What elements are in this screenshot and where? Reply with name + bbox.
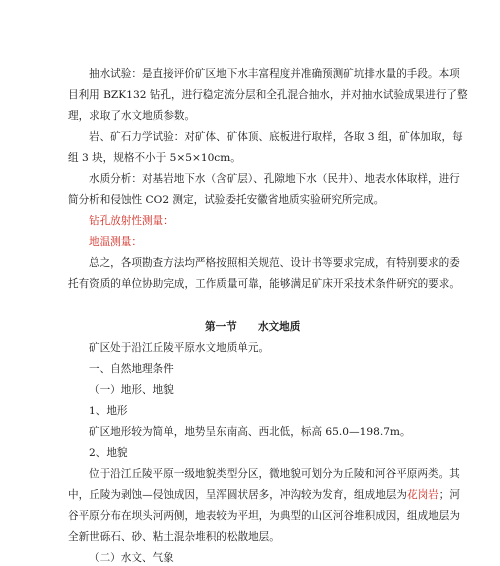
- paragraph-landform-line1: 位于沿江丘陵平原一级地貌类型分区，微地貌可划分为丘陵和河谷平原两类。其: [89, 468, 460, 480]
- paragraph-rock-mechanics-line2: 组 3 块，规格不小于 5×5×10cm。: [68, 152, 241, 164]
- paragraph-landform-line4: 全新世砾石、砂、粘土混杂堆积的松散地层。: [68, 531, 280, 543]
- heading-hydrology-meteorology: （二）水文、气象: [89, 552, 174, 564]
- section-title: 第一节 水文地质: [205, 321, 301, 333]
- paragraph-rock-mechanics-line1: 岩、矿石力学试验：对矿体、矿体顶、底板进行取样，各取 3 组，矿体加取，每: [89, 131, 463, 143]
- paragraph-pumping-test-line2: 目利用 BZK132 钻孔，进行稳定流分层和全孔混合抽水，并对抽水试验成果进行了整: [68, 89, 468, 101]
- heading-landform: 2、地貌: [89, 447, 128, 459]
- paragraph-pumping-test-line1: 抽水试验：是直接评价矿区地下水丰富程度并准确预测矿坑排水量的手段。本项: [89, 68, 460, 80]
- heading-natural-geography: 一、自然地理条件: [89, 363, 174, 375]
- heading-ground-temperature: 地温测量：: [89, 236, 142, 248]
- paragraph-landform-line3: 谷平原分布在坝头河两侧，地表较为平坦，为典型的山区河谷堆积成因，组成地层为: [68, 510, 460, 522]
- paragraph-landform-line2: [68, 488, 478, 502]
- paragraph-summary-line2: 托有资质的单位协助完成，工作质量可靠，能够满足矿床开采技术条件研究的要求。: [68, 278, 460, 290]
- paragraph-water-quality-line2: 简分析和侵蚀性 CO2 测定，试验委托安徽省地质实验研究所完成。: [68, 194, 385, 206]
- paragraph-summary-line1: 总之，各项勘查方法均严格按照相关规范、设计书等要求完成，有特别要求的委: [89, 257, 460, 269]
- granite-highlight: 花岗岩: [407, 489, 439, 501]
- paragraph-water-quality-line1: 水质分析：对基岩地下水（含矿层）、孔隙地下水（民井）、地表水体取样，进行: [89, 173, 460, 185]
- landform-line2-text-c: ；河: [438, 489, 460, 501]
- heading-terrain-landform: （一）地形、地貌: [89, 384, 174, 396]
- landform-line2-text-a: 中，丘陵为剥蚀—侵蚀成因，呈浑圆状居多，冲沟较为发育，组成地层为: [68, 489, 407, 501]
- paragraph-hydro-unit: 矿区处于沿江丘陵平原水文地质单元。: [89, 342, 270, 354]
- paragraph-pumping-test-line3: 理，求取了水文地质参数。: [68, 110, 196, 122]
- paragraph-terrain: 矿区地形较为简单，地势呈东南高、西北低，标高 65.0—198.7m。: [89, 426, 411, 438]
- heading-terrain: 1、地形: [89, 405, 128, 417]
- heading-borehole-radioactivity: 钻孔放射性测量：: [89, 215, 174, 227]
